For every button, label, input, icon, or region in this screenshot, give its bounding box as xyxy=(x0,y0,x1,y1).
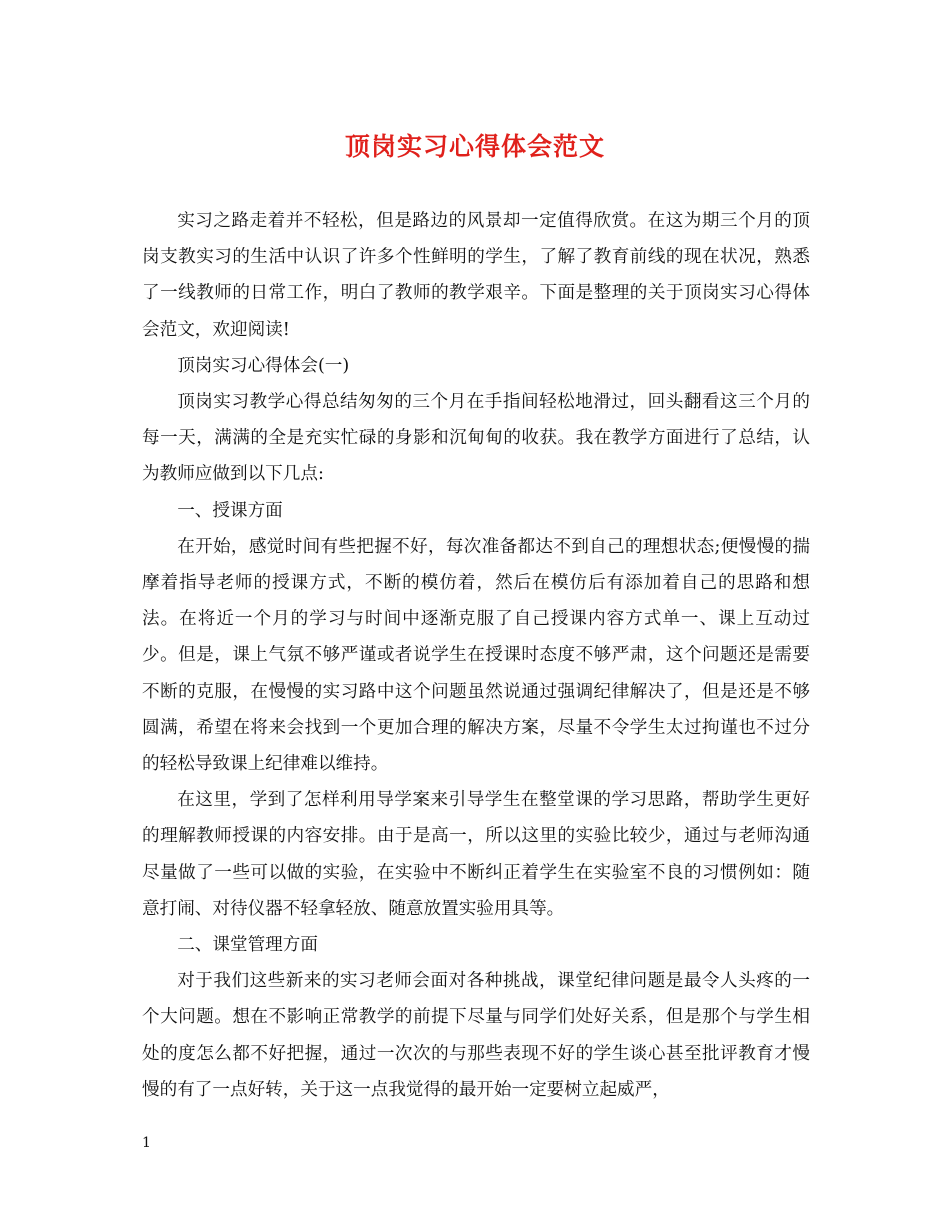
paragraph-intro: 实习之路走着并不轻松，但是路边的风景却一定值得欣赏。在这为期三个月的顶岗支教实习的生活中认识了许多个性鲜明的学生，了解了教育前线的现在状况，熟悉了一线教师的日常工作，明白了教师的教学艰辛。下面是整理的关于顶岗实习心得体会范文，欢迎阅读! xyxy=(142,211,810,340)
document-body xyxy=(142,203,810,1108)
page-number: 1 xyxy=(142,1135,151,1151)
section-heading-teaching: 一、授课方面 xyxy=(177,500,283,521)
section-heading-part-one: 顶岗实习心得体会(一) xyxy=(177,355,350,376)
paragraph-teaching: 在开始，感觉时间有些把握不好，每次准备都达不到自己的理想状态;便慢慢的揣摩着指导老师的授课方式，不断的模仿着，然后在模仿后有添加着自己的思路和想法。在将近一个月的学习与时间中逐渐克服了自己授课内容方式单一、课上互动过少。但是，课上气氛不够严谨或者说学生在授课时态度不够严肃，这个问题还是需要不断的克服，在慢慢的实习路中这个问题虽然说通过强调纪律解决了，但是还是不够圆满，希望在将来会找到一个更加合理的解决方案，尽量不令学生太过拘谨也不过分的轻松导致课上纪律难以维持。 xyxy=(142,536,810,775)
paragraph-summary: 顶岗实习教学心得总结匆匆的三个月在手指间轻松地滑过，回头翻看这三个月的每一天，满满的全是充实忙碌的身影和沉甸甸的收获。我在教学方面进行了总结，认为教师应做到以下几点: xyxy=(142,392,810,485)
document-title: 顶岗实习心得体会范文 xyxy=(344,132,605,161)
section-heading-classroom: 二、课堂管理方面 xyxy=(177,935,318,956)
paragraph-classroom: 对于我们这些新来的实习老师会面对各种挑战，课堂纪律问题是最令人头疼的一个大问题。想在不影响正常教学的前提下尽量与同学们处好关系，但是那个与学生相处的度怎么都不好把握，通过一次次的与那些表现不好的学生谈心甚至批评教育才慢慢的有了一点好转，关于这一点我觉得的最开始一定要树立起威严， xyxy=(142,971,810,1100)
paragraph-experiments: 在这里，学到了怎样利用导学案来引导学生在整堂课的学习思路，帮助学生更好的理解教师授课的内容安排。由于是高一，所以这里的实验比较少，通过与老师沟通尽量做了一些可以做的实验，在实验中不断纠正着学生在实验室不良的习惯例如：随意打闹、对待仪器不轻拿轻放、随意放置实验用具等。 xyxy=(142,790,810,919)
